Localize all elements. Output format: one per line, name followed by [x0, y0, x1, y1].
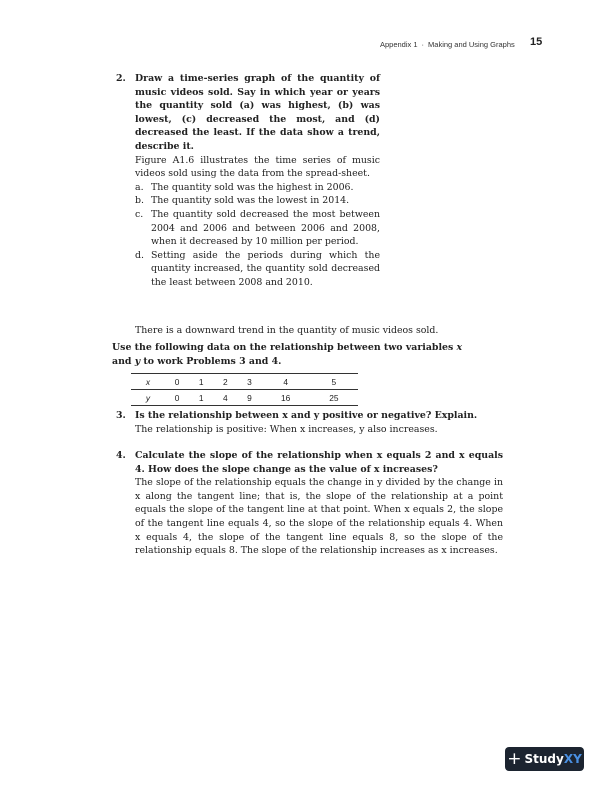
- item-text: The quantity sold was the lowest in 2014.: [151, 195, 350, 207]
- problem-number: 2.: [116, 73, 126, 84]
- xy-data-table: [131, 373, 358, 406]
- plus-icon: +: [507, 748, 522, 769]
- item-marker: b.: [135, 195, 144, 207]
- item-text: Setting aside the periods during which the quantity increased, the quantity sold decreased the least between 2008 and 2010.: [151, 249, 380, 288]
- table-cell: 4: [213, 390, 237, 406]
- logo-accent-text: XY: [563, 752, 582, 766]
- table-cell: 3: [237, 374, 261, 390]
- problem-number: 4.: [116, 450, 126, 461]
- answer-list: [135, 181, 380, 290]
- problem-number: 3.: [116, 410, 126, 421]
- problem-question: Draw a time-series graph of the quantity of music videos sold. Say in which year or years the quantity sold (a) was highest, (b) was lowest, (c) decreased the most, and (d) decreased the least. If the data show a trend, describe it.: [135, 73, 380, 152]
- intro-text: Use the following data on the relationship between two variables: [112, 342, 457, 353]
- table-cell: 1: [189, 390, 213, 406]
- answer-intro: Figure A1.6 illustrates the time series of music videos sold using the data from the spread-sheet.: [135, 154, 380, 180]
- table-cell: 16: [262, 390, 310, 406]
- table-cell: 9: [237, 390, 261, 406]
- table-cell: 4: [262, 374, 310, 390]
- page-number: 15: [530, 36, 543, 48]
- list-item: [135, 181, 380, 195]
- problem-answer: The relationship is positive: When x increases, y also increases.: [135, 423, 438, 435]
- item-text: The quantity sold decreased the most between 2004 and 2006 and between 2006 and 2008, when it decreased by 10 million per period.: [151, 208, 380, 248]
- item-marker: d.: [135, 249, 144, 261]
- intro-var-y: y: [134, 355, 141, 367]
- trend-statement: There is a downward trend in the quantity of music videos sold.: [135, 325, 439, 336]
- problem-3: [116, 409, 503, 436]
- header-separator: ·: [421, 40, 425, 49]
- table-cell: 2: [213, 374, 237, 390]
- table-row-x: [131, 374, 358, 390]
- table-cell: 1: [189, 374, 213, 390]
- problem-question: Is the relationship between x and y positive or negative? Explain.: [135, 410, 478, 421]
- row-label-y: y: [131, 390, 165, 406]
- running-header: [380, 40, 515, 49]
- table-row-y: [131, 390, 358, 406]
- row-label-x: x: [131, 374, 165, 390]
- intro-text: and: [112, 355, 135, 367]
- intro-text: to work Problems 3 and 4.: [140, 355, 282, 367]
- item-marker: c.: [135, 208, 144, 220]
- problem-answer: The slope of the relationship equals the change in y divided by the change in x along the tangent line; that is, the slope of the relationship at a point equals the slope of the tangent line at that point. When x equals 2, the slope of the tangent line equals 4, so the slope of the relationship equals 4. When x equals 4, the slope of the tangent line equals 8, so the slope of the relationship equals 8. The slope of the relationship increases as x increases.: [135, 477, 503, 557]
- studyxy-logo: [505, 747, 584, 771]
- list-item: [135, 208, 380, 249]
- problem-2: [116, 72, 380, 290]
- problem-4: [116, 449, 503, 558]
- table-cell: 0: [165, 390, 189, 406]
- table-cell: 5: [310, 374, 358, 390]
- problem-question: Calculate the slope of the relationship when x equals 2 and x equals 4. How does the slope change as the value of x increases?: [135, 450, 503, 475]
- intro-var-x: x: [456, 342, 463, 353]
- chapter-title: Making and Using Graphs: [428, 40, 515, 49]
- item-text: The quantity sold was the highest in 2006.: [151, 181, 354, 193]
- table-cell: 25: [310, 390, 358, 406]
- problems-intro: [112, 341, 477, 368]
- logo-text: Study: [524, 752, 564, 766]
- item-marker: a.: [135, 181, 144, 193]
- list-item: [135, 249, 380, 290]
- appendix-label: Appendix 1: [380, 40, 418, 49]
- table-cell: 0: [165, 374, 189, 390]
- list-item: [135, 194, 380, 208]
